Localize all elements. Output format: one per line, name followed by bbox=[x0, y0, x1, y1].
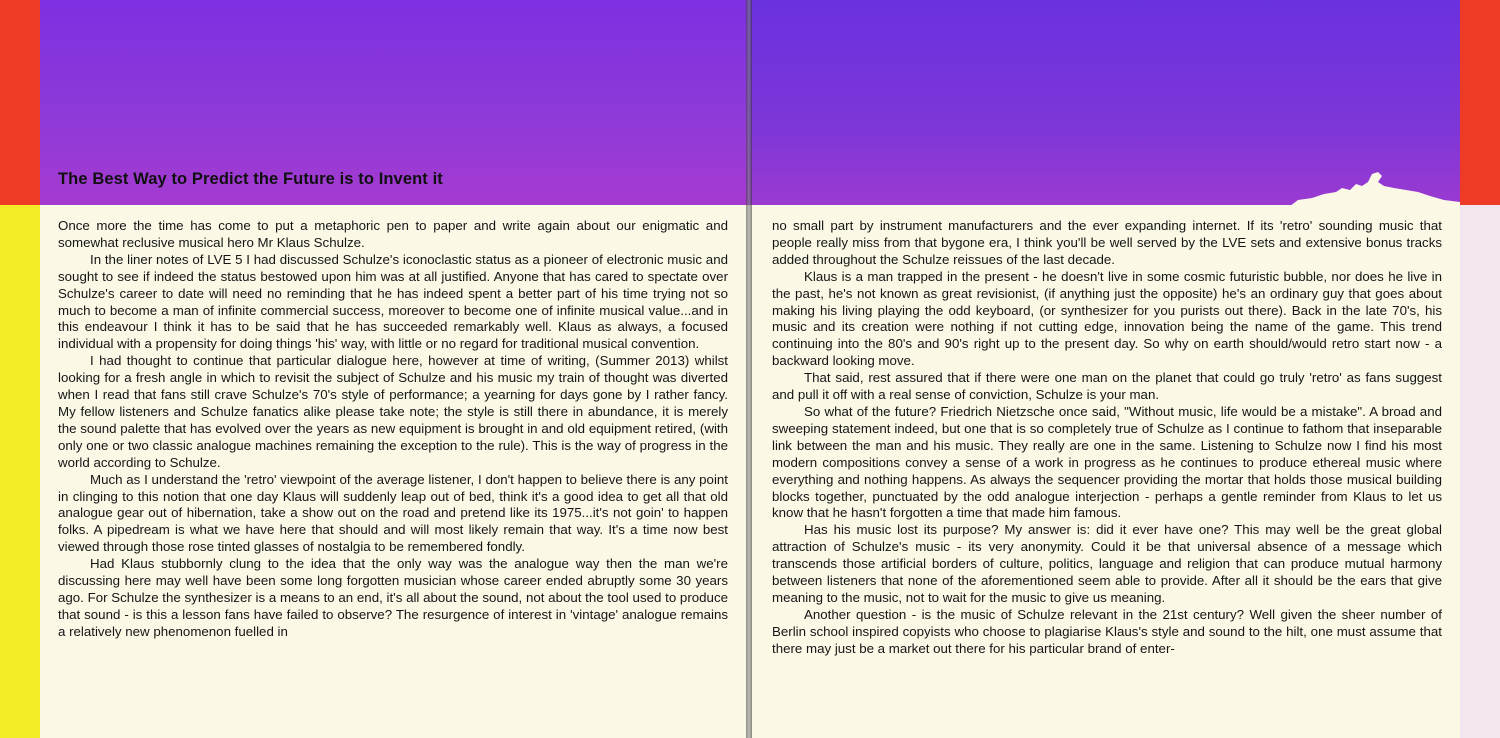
figure-silhouette bbox=[1290, 170, 1460, 206]
right-pink-band bbox=[1460, 205, 1500, 738]
page-fold bbox=[746, 0, 752, 738]
paragraph: In the liner notes of LVE 5 I had discussed Schulze's iconoclastic status as a pioneer of electronic music and sought to see if indeed the status bestowed upon him was at all justified. Anyone that has cared to spectate over Schulze's career to date will need no reminding that he has indeed spent a better part of his time trying not so much to become a man of infinite commercial success, moreover to become one of infinite musical value...and in this endeavour I think it has to be said that he has succeeded remarkably well. Klaus as always, a focused individual with a propensity for doing things 'his' way, with little or no regard for traditional musical convention. bbox=[58, 251, 728, 352]
paragraph: I had thought to continue that particular dialogue here, however at time of writing, (Summer 2013) whilst looking for a fresh angle in which to revisit the subject of Schulze and his music my train of thought was diverted when I read that fans still crave Schulze's 70's style of performance; a yearning for days gone by I rather fancy. My fellow listeners and Schulze fanatics alike please take note; the style is still there in abundance, it is merely the sound palette that has evolved over the years as new equipment is brought in and old equipment retired, (with only one or two classic analogue machines remaining the exception to the rule). This is the way of progress in the world according to Schulze. bbox=[58, 353, 728, 470]
left-red-band bbox=[0, 0, 40, 205]
paragraph: So what of the future? Friedrich Nietzsche once said, "Without music, life would be a mistake". A broad and sweeping statement indeed, but one that is so completely true of Schulze as I continue to fathom that inseparable link between the man and his music. They really are one in the same. Listening to Schulze now I find his most modern compositions convey a sense of a work in progress as he continues to produce ethereal music where everything and nothing happens. As always the sequencer providing the mortar that holds those musical building blocks together, punctuated by the odd analogue interjection - perhaps a gentle reminder from Klaus to let us know that he hasn't forgotten a time that made him famous. bbox=[772, 403, 1442, 521]
paragraph: That said, rest assured that if there were one man on the planet that could go truly 'retro' as fans suggest and pull it off with a real sense of conviction, Schulze is your man. bbox=[772, 370, 1442, 403]
paragraph: Had Klaus stubbornly clung to the idea that the only way was the analogue way then the man we're discussing here may well have been some long forgotten musician whose career ended abruptly some 30 years ago. For Schulze the synthesizer is a means to an end, it's all about the sound, not about the tool used to produce that sound - is this a lesson fans have failed to observe? The resurgence of interest in 'vintage' analogue remains a relatively new phenomenon fuelled in bbox=[58, 556, 728, 639]
right-column bbox=[772, 218, 1442, 658]
article-title: The Best Way to Predict the Future is to Invent it bbox=[58, 170, 443, 188]
paragraph: Much as I understand the 'retro' viewpoint of the average listener, I don't happen to believe there is any point in clinging to this notion that one day Klaus will suddenly leap out of bed, think it's a good idea to get all that old analogue gear out of hibernation, take a show out on the road and pretend like its 1975...it's not goin' to happen folks. A pipedream is what we have here that should and will most likely remain that way. It's a time now best viewed through those rose tinted glasses of nostalgia to be remembered fondly. bbox=[58, 471, 728, 555]
left-yellow-band bbox=[0, 205, 40, 738]
right-red-band bbox=[1460, 0, 1500, 205]
paragraph: Has his music lost its purpose? My answer is: did it ever have one? This may well be the great global attraction of Schulze's music - its very anonymity. Could it be that universal absence of a message which transcends those artificial borders of culture, politics, language and religion that can produce mutual harmony between listeners that none of the aforementioned seem able to provide. After all it should be the ears that give meaning to the music, not to wait for the music to give us meaning. bbox=[772, 522, 1442, 605]
paragraph: Another question - is the music of Schulze relevant in the 21st century? Well given the sheer number of Berlin school inspired copyists who choose to plagiarise Klaus's style and sound to the hilt, one must assume that there may just be a market out there for his particular brand of enter- bbox=[772, 606, 1442, 656]
left-column bbox=[58, 218, 728, 641]
paragraph: no small part by instrument manufacturers and the ever expanding internet. If its 'retro' sounding music that people really miss from that bygone era, I think you'll be well served by the LVE sets and extensive bonus tracks added throughout the Schulze reissues of the last decade. bbox=[772, 218, 1442, 267]
paragraph: Once more the time has come to put a metaphoric pen to paper and write again about our enigmatic and somewhat reclusive musical hero Mr Klaus Schulze. bbox=[58, 218, 728, 250]
paragraph: Klaus is a man trapped in the present - he doesn't live in some cosmic futuristic bubble, nor does he live in the past, he's not known as great revisionist, (if anything just the opposite) he's an ordinary guy that goes about making his living playing the odd keyboard, (or synthesizer for you purists out there). Back in the late 70's, his music and its creation were nothing if not cutting edge, innovation being the name of the game. This trend continuing into the 80's and 90's right up to the present day. So why on earth should/would retro start now - a backward looking move. bbox=[772, 268, 1442, 369]
